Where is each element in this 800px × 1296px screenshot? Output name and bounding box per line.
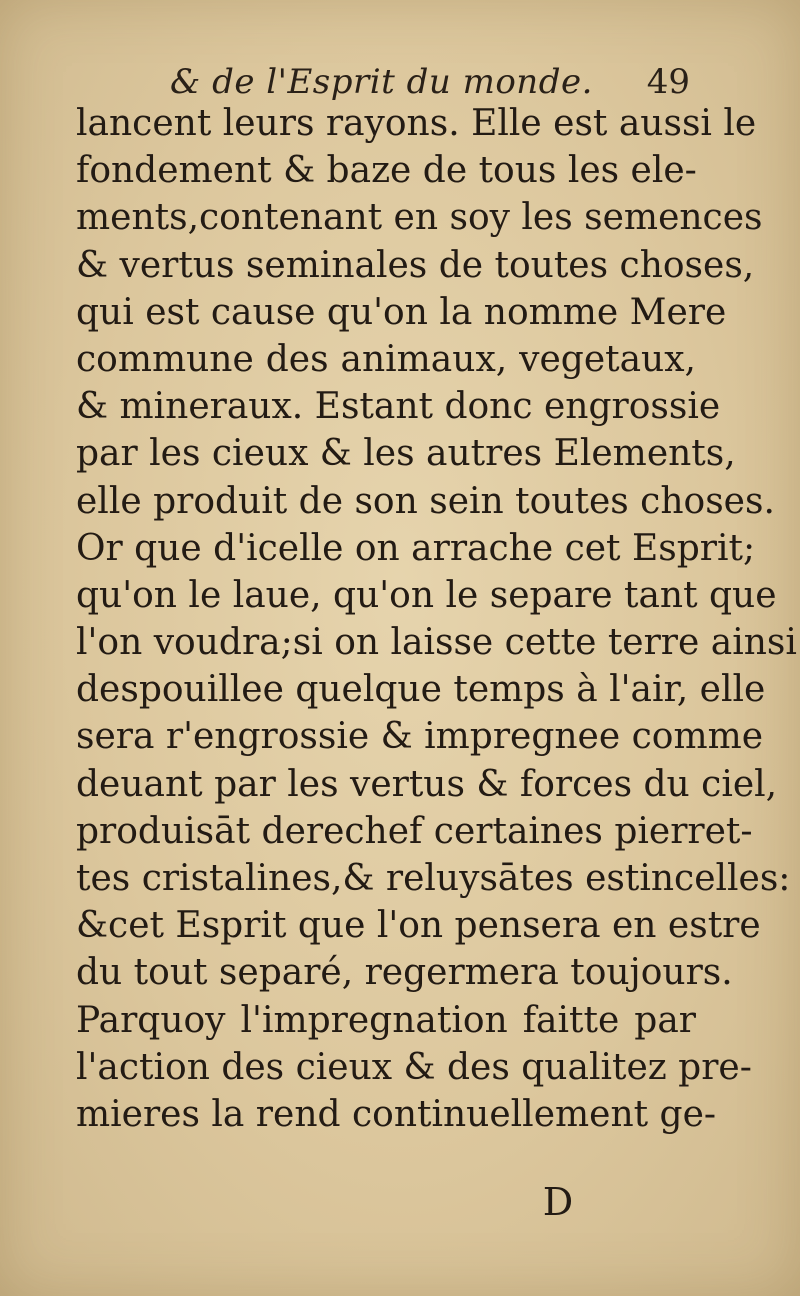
page-number: 49 — [646, 62, 690, 102]
text-line: sera r'engrossie & impregnee comme — [76, 716, 764, 758]
text-line: &cet Esprit que l'on pensera en estre — [76, 905, 761, 947]
text-line: tes cristalines,& reluysātes estincelles: — [76, 858, 791, 899]
text-line: Or que d'icelle on arrache cet Esprit; — [76, 527, 756, 569]
text-line: l'action des cieux & des qualitez pre- — [76, 1046, 752, 1088]
text-line: Parquoy l'impregnation faitte par — [76, 999, 696, 1041]
text-line: qu'on le laue, qu'on le separe tant que — [76, 574, 777, 616]
text-line: & vertus seminales de toutes choses, — [76, 244, 755, 286]
text-line: fondement & baze de tous les ele- — [76, 150, 697, 192]
text-line: despouillee quelque temps à l'air, elle — [76, 669, 766, 711]
running-title: & de l'Esprit du monde. — [170, 62, 593, 102]
text-line: elle produit de son sein toutes choses. — [76, 480, 775, 522]
text-line: commune des animaux, vegetaux, — [76, 338, 696, 380]
text-line: ments,contenant en soy les semences — [76, 197, 763, 239]
text-line: produisāt derechef certaines pierret- — [76, 810, 753, 852]
text-line: du tout separé, regermera toujours. — [76, 952, 733, 994]
body-text — [76, 100, 797, 1138]
text-line: & mineraux. Estant donc engrossie — [76, 386, 721, 428]
text-line: lancent leurs rayons. Elle est aussi le — [76, 103, 757, 144]
signature-mark: D — [542, 1180, 574, 1224]
text-line: mieres la rend continuellement ge- — [76, 1093, 717, 1135]
text-line: deuant par les vertus & forces du ciel, — [76, 763, 778, 805]
text-line: l'on voudra;si on laisse cette terre ainsi — [76, 622, 797, 664]
text-line: qui est cause qu'on la nomme Mere — [76, 291, 727, 333]
text-line: par les cieux & les autres Elements, — [76, 433, 736, 475]
